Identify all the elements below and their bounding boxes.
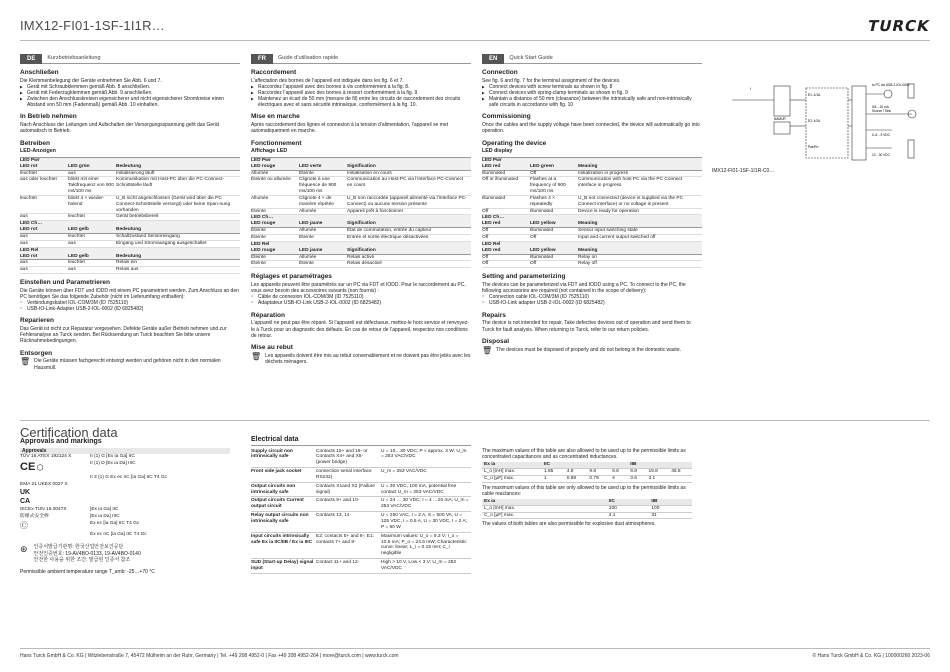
kr-line: 인증서발급기관명: 한국산업안전보건공단 (33, 544, 124, 551)
list-item: ▶ Zwischen den Anschlusskreisen eigensicherer und nicht eigensicherer Stromkreise einen Abstand von 50 mm (Fadenmaß) gemäß Abb. 10 einhalten. (20, 96, 240, 108)
wiring-diagram (712, 78, 934, 168)
text-de-disposal: Die Geräte müssen fachgerecht entsorgt werden und gehören nicht in den normalen Hausmüll. (34, 358, 221, 371)
lang-title-en: Quick Start Guide (509, 55, 553, 62)
electrical-data (251, 436, 471, 574)
heading-parametrieren: Einstellen und Parametrieren (20, 279, 110, 287)
ambient-temp: Permissible ambient temperature range T_amb: -25…+70 °C (20, 568, 155, 575)
table-header: LED gelb (68, 227, 116, 233)
heading-betreiben: Betreiben (20, 139, 50, 147)
table-header: LED red (482, 221, 530, 227)
table-row: IECEx TUN 16.0047X [Ex ia Ga] IIC (20, 507, 119, 513)
table-row: EMA 21 UKEX 0027 X (20, 482, 68, 488)
subheading-led-anzeigen: LED-Anzeigen (20, 148, 56, 155)
text-de-connect: Die Klemmenbelegung der Geräte entnehmen Sie Abb. 6 und 7. (20, 77, 162, 84)
table-header: LED yellow (530, 248, 578, 254)
table-row: Front side jack socket connection serial interface RS232) U_m = 253 VAC/VDC (251, 468, 471, 483)
list-item: ○ Connection cable IOL-COM/3M (ID 7525110) (482, 294, 702, 300)
list-item: ▶ Raccordez l’appareil avec des bornes à ressort conformément à la fig. 9. (251, 90, 471, 96)
electrical-table (251, 448, 471, 574)
section-de (20, 54, 240, 371)
list-item: ▶ Connect devices with spring-clamp terminals as shown in fig. 9 (482, 90, 702, 96)
electrical-heading: Electrical data (251, 436, 471, 446)
list-fr-param (251, 294, 471, 306)
ukca-mark: UK CA (20, 489, 31, 505)
heading-reglages: Réglages et paramétrages (251, 273, 332, 281)
table-group: LED Ch… (251, 215, 471, 221)
text-en-disposal: The devices must be disposed of properly and do not belong in the domestic waste. (496, 346, 681, 353)
led-table-en (482, 157, 702, 268)
table-header: LED gelb (68, 254, 116, 260)
table-group: LED Pwr (482, 157, 702, 163)
list-item: ▶ Gerät mit Schraubklemmen gemäß Abb. 8 anschließen. (20, 84, 240, 90)
table-row: Off or illuminated Flashes at a frequency of 900 ms/100 ms Communication with host PC via the PC Connect interface in progress (482, 177, 702, 196)
list-fr-connect (251, 84, 471, 108)
heading-repairs: Repairs (482, 311, 506, 319)
text-fr-repair: L’appareil ne peut pas être réparé. Si l’appareil est défectueux, mettez-le hors service et renvoyez-le à Turck pour un diagnostic des défauts. En cas de retour de l’appareil, respectez nos conditions de retour. (251, 320, 469, 339)
max-table-1: Ex ia IIC IIB L_o [mH] max. 1.85 4.8 9.8 9.8 9.8 19.8 48.8 C_o [µF] max. 1 0.89 0.79 4 3.6 3.1 (482, 462, 692, 483)
lang-title-de: Kurzbetriebsanleitung (47, 55, 101, 62)
text-fr-commissioning: Après raccordement des lignes et connexion à la tension d’alimentation, l’appareil se met automatiquement en marche. (251, 122, 449, 135)
diagram-label-i: I (750, 87, 751, 91)
list-item: ○ Adaptateur USB-IO-Link USB-2-IOL-0002 (ID 6825482) (251, 300, 471, 306)
table-header: Signification (347, 248, 471, 254)
heading-commissioning: Commissioning (482, 113, 531, 121)
table-group: LED Rel (482, 241, 702, 247)
table-row: Éteinte Allumée Relais activé (251, 254, 471, 261)
header-divider (20, 40, 930, 41)
table-row: CE ⬡ II (1) D [Ex ia Da] IIIC (20, 460, 136, 473)
table-row: Illuminated Off Initialization in progress (482, 170, 702, 177)
list-item: ○ USB-IO-Link-Adapter USB-2-IOL-0002 (ID 6825482) (20, 306, 240, 312)
diagram-caption: IMX12-FI01-1SF-1I1R-C0… (712, 168, 775, 174)
cert-subtitle: Approvals and markings (20, 438, 102, 445)
table-group: LED Rel (251, 241, 471, 247)
table-row: C_o [µF] max. 1 0.89 0.79 4 3.6 3.1 (482, 475, 692, 482)
table-row: Ex ec nC [ia Ga] IIC T4 Gc (90, 531, 147, 537)
table-group: LED Ch… (482, 215, 702, 221)
text-fr-param: Les appareils peuvent être paramétrés sur un PC via FDT et IODD. Pour le raccordement au PC, vous avez besoin des accessoires suivants (non fournis) : (251, 282, 466, 295)
table-row: leuchtet aus Initialisierung läuft (20, 170, 240, 177)
table-row: TÜV 16 ATEX 192124 X II (1) G [Ex ia Ga] IIC (20, 454, 135, 460)
table-row: Éteinte Éteinte Entrée et sortie électrique désactivées (251, 235, 471, 242)
heading-reparation: Réparation (251, 311, 285, 319)
table-row: Off Off Relay off (482, 261, 702, 268)
diagram-label-ma: 0/4…20 mA (872, 105, 889, 109)
text-en-repair: The device is not intended for repair. Take defective devices out of operation and send them to Turck for fault analysis. When returning to Turck, refer to our return policies. (482, 320, 691, 333)
table-row: II 3 (1) G Ex ec nC [ia Ga] IIC T4 Gc (90, 475, 167, 481)
kr-line: 안전한 사용을 위한 조건: 발급된 인증서 참조 (33, 556, 131, 563)
led-table-fr (251, 157, 471, 268)
table-row: Off Illuminated Sensor input switching state (482, 228, 702, 235)
subheading-affichage-led: Affichage LED (251, 148, 288, 155)
table-row: SUD (Start-up Delay) signal input Contact 11+ and 12- High > 10 V, Low < 3 V; U_m = 253 VAC/VDC (251, 559, 471, 574)
list-item: ▶ Raccordez l’appareil avec des bornes à vis conformément à la fig. 8. (251, 84, 471, 90)
table-group: LED Pwr (251, 157, 471, 163)
table-header: LED red (482, 164, 530, 170)
table-header: LED rouge (251, 164, 299, 170)
table-row: Allumée Éteinte Initialisation en cours (251, 170, 471, 177)
max-note-1: The maximum values of this table are also allowed to be used up to the permissible limits as concentrated capacitances and as concentrated inductances. (482, 448, 686, 461)
table-row: Éteinte Allumée État de commutation, entrée du capteur (251, 228, 471, 235)
table-row: C_o [µF] max. 4.1 31 (482, 512, 692, 519)
heading-raccordement: Raccordement (251, 69, 297, 76)
table-header: LED yellow (530, 221, 578, 227)
text-en-connect: See fig. 6 and fig. 7 for the terminal assignment of the devices. (482, 77, 621, 84)
ce-mark: CE (20, 460, 36, 473)
table-row: aus leuchtet Relais ein (20, 260, 240, 267)
text-en-param: The devices can be parameterized via FDT and IODD using a PC. To connect to the PC, the following accessories are required (not contained in the scope of delivery): (482, 282, 686, 295)
list-en-connect (482, 84, 702, 108)
kc-mark: ⊛ (20, 544, 28, 555)
table-group: LED Ch… (20, 221, 240, 227)
ex-mark: ⬡ (36, 462, 44, 472)
table-row: 防爆式安全棒 [Ex ia Da] IIIC (20, 513, 120, 519)
namur-sensor-box (774, 86, 790, 116)
footer-copyright: © Hans Turck GmbH & Co. KG | 100000260 2023-06 (812, 653, 930, 659)
table-row: leuchtet blinkt 4 × wieder-holend U_B nicht angeschlossen (Gerät wird über die PC Connect-Schnittstelle versorgt) oder keine Span-nung vorhanden (20, 195, 240, 214)
table-header: LED verte (299, 164, 347, 170)
table-row: Input circuits intrinsically safe Ex ia IIC/IIB / Ex ia IIIC E2: contacts 5+ and 6-; E1: contacts 7+ and 8- Maximum values: U_o = 9.3 V; I_o = 10.5 mA; P_o = 24.5 mW; Characteristic curve: linear; L_i = 0.15 mH; C_i negligible (251, 532, 471, 558)
list-en-param (482, 294, 702, 306)
table-row: aus aus Relais aus (20, 267, 240, 274)
approvals-table (20, 454, 230, 538)
table-row: aus aus Eingang und Stromausgang ausgeschaltet (20, 240, 240, 247)
table-header: LED jaune (299, 248, 347, 254)
subheading-led-display: LED display (482, 148, 513, 155)
lang-title-fr: Guide d’utilisation rapide (278, 55, 339, 62)
diagram-label-source: Source / Sink (872, 109, 891, 113)
document-title: IMX12-FI01-1SF-1I1R… (20, 18, 165, 33)
waste-bin-icon: 🗑 (482, 345, 493, 355)
list-de-param (20, 300, 240, 312)
heading-fonctionnement: Fonctionnement (251, 139, 302, 147)
table-header: LED rouge (251, 221, 299, 227)
list-item: ▶ Connect devices with screw terminals as shown in fig. 8 (482, 84, 702, 90)
table-row: L_o [mH] max. 1.85 4.8 9.8 9.8 9.8 19.8 48.8 (482, 469, 692, 476)
table-header: Signification (347, 164, 471, 170)
table-row: Relay output circuits non intrinsically safe Contacts 13, 14 U = 250 VAC, I = 2 A, S = 500 VA, U = 125 VDC, I = 0.5 A, U = 30 VDC, I = 2 A; P = 60 W (251, 512, 471, 533)
kr-line: 안전인증번호: 19-AV4BO-0133, 19-AV4BO-0140 (33, 550, 141, 557)
table-row: Output circuits non intrinsically safe Contacts X1and X2 (Failure signal) U = 30 VDC, 100 mA, potential free contact U_m = 253 VAC/VDC (251, 482, 471, 497)
approvals-block (20, 448, 230, 575)
table-header: Bedeutung (116, 227, 240, 233)
list-item: ▶ Maintenez un écart de 50 mm (mesure de fil) entre les circuits de raccordement des circuits électriques avec et sans sécurité intrinsèque, conformément à la fig. 10. (251, 96, 471, 108)
text-fr-connect: L’affectation des bornes de l’appareil est indiquée dans les fig. 6 et 7. (251, 77, 404, 84)
table-row: aus oder leuchtet blinkt mit einer Taktfrequenz von 900 ms/100 ms Kommunikation mit Host-PC über die PC-Connect-Schnittstelle läuft (20, 177, 240, 196)
list-item: ○ USB-IO-Link adapter USB-2-IOL-0002 (ID 6825482) (482, 300, 702, 306)
table-row: Illuminated Flashes 4 × repeatedly U_B not connected (device is supplied via the PC Connect interface) or no voltage is present (482, 195, 702, 208)
table-row: L_o [mH] max. 100 100 (482, 505, 692, 512)
heading-mise-au-rebut: Mise au rebut (251, 343, 293, 351)
approvals-heading: Approvals (20, 448, 230, 454)
heading-mise-en-marche: Mise en marche (251, 113, 300, 121)
max-values (482, 448, 692, 528)
table-header: LED green (530, 164, 578, 170)
heading-reparieren: Reparieren (20, 317, 54, 325)
list-item: ▶ Gerät mit Federzugklemmen gemäß Abb. 9 anschließen. (20, 90, 240, 96)
table-header: Signification (347, 221, 471, 227)
heading-betrieb: In Betrieb nehmen (20, 113, 77, 121)
diagram-label-namur: NAMUR (774, 117, 786, 121)
table-row: aus leuchtet Schaltzustand Sensoreingang (20, 234, 240, 241)
diagram-label-supply: 10…30 VDC (872, 153, 890, 157)
heading-connection: Connection (482, 69, 518, 76)
table-header: Bedeutung (116, 254, 240, 260)
heading-disposal: Disposal (482, 337, 510, 345)
table-header: Meaning (578, 164, 702, 170)
section-en (482, 54, 702, 355)
lang-badge-fr: FR (251, 54, 273, 64)
table-group: LED Pwr (20, 157, 240, 163)
text-de-commissioning: Nach Anschluss der Leitungen und Aufschalten der Versorgungsspannung geht das Gerät automatisch in Betrieb. (20, 122, 220, 135)
table-row: Supply circuit non intrinsically safe Contacts 15+ and 16- or Contacts X4+ and X5- (power bridge) U = 10…30 VDC; P ≈ approx. 3 W; U_m = 253 VAC/VDC (251, 448, 471, 468)
diagram-label-e1: E1: 4/1A (808, 93, 821, 97)
table-header: LED rot (20, 254, 68, 260)
waste-bin-icon: 🗑 (251, 351, 262, 361)
footer (20, 653, 930, 659)
table-row: Output circuits Current output circuit Contacts 9+ and 10- U = 24 … 30 VDC; I = 4 …20 mA; U_m = 253 VAC/VDC (251, 497, 471, 512)
max-table-2: Ex ia IIC IIB L_o [mH] max. 100 100 C_o [µF] max. 4.1 31 (482, 499, 692, 520)
text-fr-disposal: Les appareils doivent être mis au rebut convenablement et ne doivent pas être jetés avec les déchets ménagers. (265, 352, 471, 365)
table-header: LED rouge (251, 248, 299, 254)
text-de-param: Die Geräte können über FDT und IODD mit einem PC parametriert werden. Zum Anschluss an den PC benötigen Sie das folgende Zubehör (nicht im Lieferumfang enthalten): (20, 287, 239, 301)
table-header: LED grün (68, 164, 116, 170)
text-de-repair: Das Gerät ist nicht zur Reparatur vorgesehen. Defekte Geräte außer Betrieb nehmen und zur Fehleranalyse an Turck senden. Bei Rücksendung an Turck beachten Sie bitte unsere Rücknahmebedingungen. (20, 326, 227, 345)
table-header: LED red (482, 248, 530, 254)
table-group: LED Rel (20, 247, 240, 253)
diagram-label-pwr: Pwr/Err (808, 145, 819, 149)
ccc-mark: Ⓒ (20, 520, 28, 530)
list-de-connect (20, 84, 240, 108)
heading-operating: Operating the device (482, 139, 547, 147)
waste-bin-icon: 🗑 (20, 357, 31, 367)
heading-anschliessen: Anschließen (20, 69, 59, 76)
table-row: Éteinte Allumée Appareil prêt à fonctionner (251, 208, 471, 215)
section-fr (251, 54, 471, 365)
table-header: Bedeutung (116, 164, 240, 170)
list-item: ○ Câble de connexion IOL-COM/3M (ID 7525110) (251, 294, 471, 300)
footer-divider (20, 648, 930, 649)
table-row: Éteinte Éteinte Relais désactivé (251, 261, 471, 268)
table-row: Off Off Input and current output switched off (482, 235, 702, 242)
text-en-commissioning: Once the cables and the supply voltage have been connected, the device will automatically go into operation. (482, 122, 700, 135)
table-header: LED rot (20, 227, 68, 233)
table-row: Allumée Clignote 4 × de manière répétée U_B non raccordée (appareil alimenté via l’interface PC-Connect) ou aucune tension présente (251, 195, 471, 208)
table-header: Meaning (578, 248, 702, 254)
table-header: LED jaune (299, 221, 347, 227)
footer-contact: Hans Turck GmbH & Co. KG | Witzlebenstraße 7, 45472 Mülheim an der Ruhr, Germany | Tel. +49 208 4952-0 | Fax +49 208 4952-264 | more@turck.com | www.turck.com (20, 653, 399, 659)
lang-badge-de: DE (20, 54, 42, 64)
list-item: ▶ Maintain a distance of 50 mm (clearance) between the intrinsically safe and non-intrinsically safe circuits in accordance with fig. 10 (482, 96, 702, 108)
table-row: Off Illuminated Relay on (482, 254, 702, 261)
led-table-de (20, 157, 240, 274)
diagram-label-vdc: 0–5…3 VDC (872, 133, 890, 137)
max-note-2: The maximum values of this table are only allowed to be used up to the permissible limits as cable reactances: (482, 484, 686, 497)
cert-title: Certification data (20, 425, 118, 440)
table-row: Off Illuminated Device is ready for operation (482, 208, 702, 215)
table-row (20, 489, 230, 507)
diagram-label-pc: to PC via USB-2-IOL-0002 (872, 83, 910, 87)
lang-badge-en: EN (482, 54, 504, 64)
table-header: Meaning (578, 221, 702, 227)
max-note-3: The values of both tables are also permissible for explosive dust atmospheres. (482, 521, 656, 528)
heading-setting: Setting and parameterizing (482, 273, 566, 281)
turck-logo: TURCK (866, 17, 932, 35)
list-item: ○ Verbindungskabel IOL-COM/3M (ID 7525110) (20, 300, 240, 306)
cert-divider (20, 420, 930, 421)
diagram-label-e2: E2: 4/2A (808, 119, 821, 123)
table-row: Éteinte ou allumée Clignote à une fréquence de 900 ms/100 ms Communication au Host-PC via l’interface PC-Connect en cours (251, 177, 471, 196)
table-row: Ⓒ Ex ec [ia Ga] IIC T4 Gc (20, 520, 140, 530)
table-header: LED rot (20, 164, 68, 170)
heading-entsorgen: Entsorgen (20, 349, 53, 357)
table-row: aus leuchtet Gerät betriebsbereit (20, 214, 240, 221)
